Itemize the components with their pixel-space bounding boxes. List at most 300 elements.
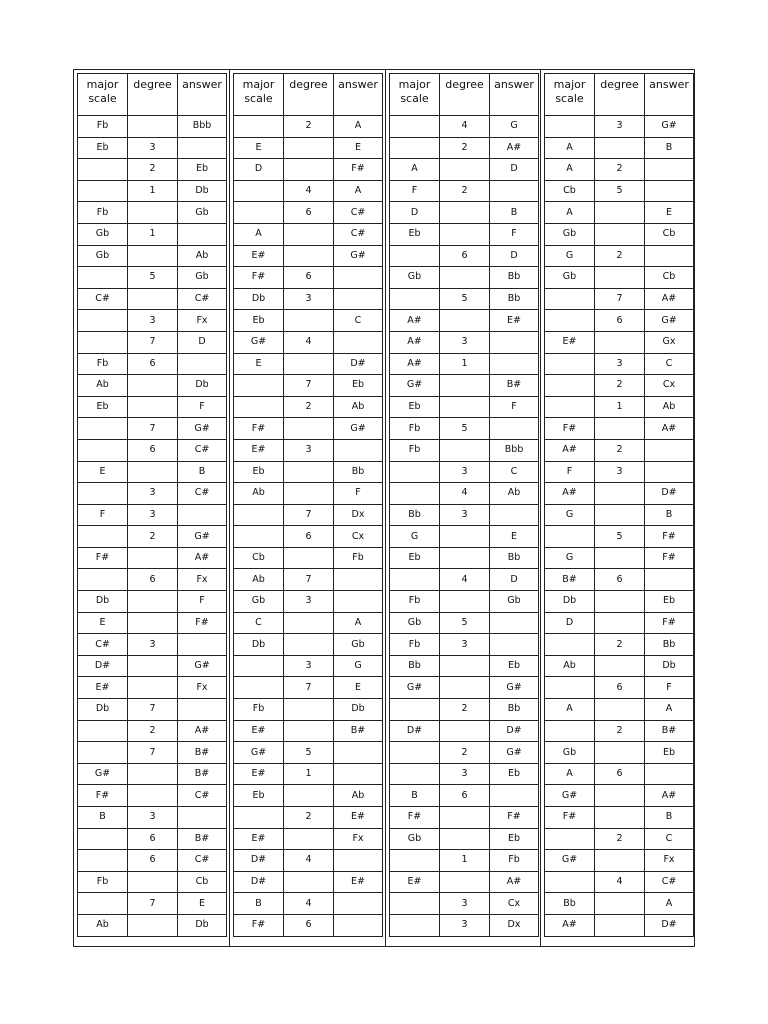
degree-cell: 3 xyxy=(595,353,645,375)
answer-cell: B xyxy=(645,137,694,159)
table-row xyxy=(78,699,227,721)
major-scale-cell xyxy=(545,828,595,850)
degree-cell xyxy=(284,634,334,656)
scale-degree-table-1 xyxy=(77,73,227,937)
major-scale-cell: A# xyxy=(545,439,595,461)
degree-cell: 7 xyxy=(284,375,334,397)
table-row xyxy=(545,785,694,807)
degree-cell: 2 xyxy=(440,137,490,159)
degree-cell xyxy=(128,245,178,267)
answer-cell: C xyxy=(334,310,383,332)
major-scale-cell: Bb xyxy=(545,893,595,915)
major-scale-cell: F xyxy=(390,180,440,202)
answer-cell: Ab xyxy=(645,396,694,418)
answer-cell: B xyxy=(178,461,227,483)
answer-cell: A# xyxy=(490,137,539,159)
answer-cell xyxy=(334,267,383,289)
table-row xyxy=(234,116,383,138)
answer-cell: C# xyxy=(334,223,383,245)
degree-cell xyxy=(595,547,645,569)
degree-cell: 4 xyxy=(440,569,490,591)
degree-cell xyxy=(595,483,645,505)
answer-cell xyxy=(645,245,694,267)
table-row xyxy=(545,331,694,353)
major-scale-cell xyxy=(78,893,128,915)
answer-cell: G# xyxy=(645,310,694,332)
answer-cell xyxy=(645,439,694,461)
degree-cell xyxy=(595,591,645,613)
major-scale-cell xyxy=(545,375,595,397)
major-scale-cell: Ab xyxy=(78,914,128,936)
table-row xyxy=(234,504,383,526)
answer-cell: Eb xyxy=(334,375,383,397)
degree-cell: 3 xyxy=(284,288,334,310)
table-row xyxy=(390,310,539,332)
answer-cell xyxy=(334,288,383,310)
answer-cell: Eb xyxy=(490,655,539,677)
degree-cell xyxy=(284,871,334,893)
answer-cell: F xyxy=(178,591,227,613)
answer-cell: B xyxy=(645,807,694,829)
degree-cell: 2 xyxy=(440,699,490,721)
major-scale-cell: Gb xyxy=(545,267,595,289)
major-scale-cell: G# xyxy=(234,742,284,764)
table-row xyxy=(545,763,694,785)
major-scale-cell: E# xyxy=(78,677,128,699)
major-scale-cell: A# xyxy=(390,331,440,353)
degree-cell xyxy=(595,655,645,677)
major-scale-cell: C# xyxy=(78,634,128,656)
table-row xyxy=(545,159,694,181)
header-row xyxy=(390,74,539,116)
table-row xyxy=(545,353,694,375)
answer-cell: A xyxy=(334,116,383,138)
major-scale-cell: Eb xyxy=(390,223,440,245)
major-scale-cell xyxy=(234,375,284,397)
table-row xyxy=(234,634,383,656)
degree-cell: 3 xyxy=(284,655,334,677)
answer-cell: C# xyxy=(178,850,227,872)
table-row xyxy=(78,763,227,785)
answer-cell xyxy=(334,914,383,936)
table-row xyxy=(234,914,383,936)
major-scale-cell: Db xyxy=(78,591,128,613)
major-scale-cell: Eb xyxy=(234,785,284,807)
table-row xyxy=(390,655,539,677)
table-row xyxy=(78,569,227,591)
column-header-answer: answer xyxy=(490,74,539,116)
major-scale-cell xyxy=(545,116,595,138)
table-row xyxy=(390,871,539,893)
answer-cell xyxy=(490,180,539,202)
major-scale-cell: B# xyxy=(545,569,595,591)
answer-cell: Eb xyxy=(490,763,539,785)
answer-cell: Cx xyxy=(645,375,694,397)
answer-cell: G# xyxy=(490,677,539,699)
degree-cell xyxy=(128,763,178,785)
major-scale-cell xyxy=(234,396,284,418)
answer-cell: C xyxy=(645,353,694,375)
answer-cell xyxy=(490,418,539,440)
answer-cell: B xyxy=(645,504,694,526)
major-scale-cell: E xyxy=(234,137,284,159)
major-scale-cell xyxy=(78,439,128,461)
degree-cell xyxy=(284,353,334,375)
answer-cell: F xyxy=(645,677,694,699)
major-scale-cell: F xyxy=(545,461,595,483)
major-scale-cell: Db xyxy=(234,288,284,310)
degree-cell: 6 xyxy=(284,202,334,224)
major-scale-cell xyxy=(390,116,440,138)
degree-cell: 5 xyxy=(595,526,645,548)
degree-cell: 3 xyxy=(440,331,490,353)
answer-cell xyxy=(334,742,383,764)
answer-cell: B# xyxy=(178,828,227,850)
scale-degree-table-3 xyxy=(389,73,539,937)
table-row xyxy=(234,159,383,181)
answer-cell xyxy=(178,807,227,829)
answer-cell: Eb xyxy=(490,828,539,850)
answer-cell: Fx xyxy=(645,850,694,872)
column-header-major-scale: major scale xyxy=(234,74,284,116)
degree-cell: 6 xyxy=(128,439,178,461)
major-scale-cell: E xyxy=(78,461,128,483)
major-scale-cell: F# xyxy=(78,785,128,807)
degree-cell: 3 xyxy=(128,310,178,332)
column-header-major-scale: major scale xyxy=(78,74,128,116)
major-scale-cell xyxy=(390,914,440,936)
answer-cell: B# xyxy=(178,742,227,764)
answer-cell: F# xyxy=(490,807,539,829)
answer-cell: C# xyxy=(178,483,227,505)
degree-cell: 1 xyxy=(284,763,334,785)
table-row xyxy=(234,742,383,764)
answer-cell: A# xyxy=(178,547,227,569)
answer-cell: Fx xyxy=(178,677,227,699)
answer-cell: Bb xyxy=(490,547,539,569)
answer-cell xyxy=(178,634,227,656)
answer-cell: Db xyxy=(178,914,227,936)
answer-cell xyxy=(178,137,227,159)
table-row xyxy=(78,288,227,310)
degree-cell xyxy=(440,159,490,181)
degree-cell: 6 xyxy=(595,310,645,332)
table-row xyxy=(78,461,227,483)
table-row xyxy=(545,418,694,440)
table-row xyxy=(545,914,694,936)
answer-cell xyxy=(490,353,539,375)
answer-cell xyxy=(334,331,383,353)
degree-cell: 4 xyxy=(284,893,334,915)
answer-cell xyxy=(334,850,383,872)
major-scale-cell: Gb xyxy=(545,223,595,245)
answer-cell: C# xyxy=(334,202,383,224)
major-scale-cell: Eb xyxy=(78,137,128,159)
table-row xyxy=(78,483,227,505)
major-scale-cell: G xyxy=(545,245,595,267)
answer-cell: C xyxy=(490,461,539,483)
table-row xyxy=(390,828,539,850)
degree-cell xyxy=(595,807,645,829)
answer-cell: A xyxy=(645,699,694,721)
table-row xyxy=(545,267,694,289)
answer-cell: Ab xyxy=(334,396,383,418)
answer-cell: E# xyxy=(334,871,383,893)
major-scale-cell: A# xyxy=(545,483,595,505)
degree-cell: 2 xyxy=(284,807,334,829)
table-row xyxy=(234,267,383,289)
table-row xyxy=(545,699,694,721)
degree-cell xyxy=(595,137,645,159)
major-scale-cell: Gb xyxy=(78,245,128,267)
major-scale-cell: A xyxy=(545,137,595,159)
degree-cell: 2 xyxy=(284,396,334,418)
table-row xyxy=(234,763,383,785)
answer-cell xyxy=(645,159,694,181)
answer-cell: Gb xyxy=(178,267,227,289)
answer-cell: Ab xyxy=(178,245,227,267)
degree-cell: 4 xyxy=(284,850,334,872)
degree-cell: 3 xyxy=(595,461,645,483)
major-scale-cell: Cb xyxy=(545,180,595,202)
table-row xyxy=(545,288,694,310)
degree-cell: 6 xyxy=(128,353,178,375)
table-row xyxy=(234,807,383,829)
major-scale-cell xyxy=(545,353,595,375)
major-scale-cell xyxy=(390,137,440,159)
major-scale-cell xyxy=(78,267,128,289)
table-row xyxy=(390,720,539,742)
answer-cell: Fx xyxy=(334,828,383,850)
major-scale-cell xyxy=(545,720,595,742)
degree-cell xyxy=(128,785,178,807)
degree-cell xyxy=(284,137,334,159)
degree-cell: 4 xyxy=(284,331,334,353)
degree-cell xyxy=(595,785,645,807)
table-panel-2 xyxy=(230,70,386,946)
answer-cell: A# xyxy=(178,720,227,742)
table-row xyxy=(78,223,227,245)
major-scale-cell xyxy=(234,116,284,138)
degree-cell: 7 xyxy=(284,677,334,699)
answer-cell xyxy=(178,223,227,245)
major-scale-cell xyxy=(390,699,440,721)
answer-cell: D# xyxy=(645,483,694,505)
table-row xyxy=(545,591,694,613)
major-scale-cell xyxy=(390,461,440,483)
major-scale-cell: E# xyxy=(234,245,284,267)
table-row xyxy=(78,202,227,224)
major-scale-cell xyxy=(545,634,595,656)
major-scale-cell xyxy=(78,742,128,764)
table-row xyxy=(234,612,383,634)
answer-cell: C# xyxy=(178,288,227,310)
degree-cell: 4 xyxy=(440,483,490,505)
major-scale-cell xyxy=(78,483,128,505)
degree-cell xyxy=(440,223,490,245)
answer-cell xyxy=(334,893,383,915)
degree-cell xyxy=(440,375,490,397)
degree-cell: 7 xyxy=(595,288,645,310)
degree-cell: 7 xyxy=(128,699,178,721)
answer-cell: E xyxy=(645,202,694,224)
degree-cell: 7 xyxy=(128,331,178,353)
degree-cell: 2 xyxy=(440,180,490,202)
major-scale-cell: E# xyxy=(234,439,284,461)
table-row xyxy=(390,439,539,461)
degree-cell: 1 xyxy=(595,396,645,418)
major-scale-cell: G xyxy=(545,504,595,526)
answer-cell xyxy=(645,461,694,483)
column-header-major-scale: major scale xyxy=(390,74,440,116)
degree-cell: 7 xyxy=(128,742,178,764)
major-scale-cell: F# xyxy=(545,418,595,440)
degree-cell: 2 xyxy=(440,742,490,764)
answer-cell: E# xyxy=(490,310,539,332)
table-row xyxy=(234,223,383,245)
major-scale-cell: Gb xyxy=(390,267,440,289)
degree-cell: 3 xyxy=(595,116,645,138)
answer-cell: Bb xyxy=(490,699,539,721)
table-row xyxy=(545,742,694,764)
table-row xyxy=(78,720,227,742)
table-row xyxy=(390,699,539,721)
answer-cell: Cb xyxy=(178,871,227,893)
table-row xyxy=(234,655,383,677)
answer-cell: E xyxy=(334,137,383,159)
table-row xyxy=(78,504,227,526)
table-row xyxy=(78,547,227,569)
answer-cell: C# xyxy=(645,871,694,893)
answer-cell: D xyxy=(490,245,539,267)
table-row xyxy=(390,116,539,138)
major-scale-cell xyxy=(390,245,440,267)
degree-cell: 3 xyxy=(284,439,334,461)
major-scale-cell xyxy=(78,569,128,591)
column-header-degree: degree xyxy=(595,74,645,116)
degree-cell: 2 xyxy=(595,634,645,656)
table-row xyxy=(234,720,383,742)
table-row xyxy=(234,202,383,224)
answer-cell: Bb xyxy=(334,461,383,483)
major-scale-cell: Gb xyxy=(545,742,595,764)
answer-cell: D xyxy=(178,331,227,353)
table-row xyxy=(390,547,539,569)
answer-cell: D# xyxy=(334,353,383,375)
answer-cell: Fx xyxy=(178,310,227,332)
major-scale-cell xyxy=(545,396,595,418)
table-row xyxy=(234,871,383,893)
answer-cell xyxy=(490,504,539,526)
answer-cell: G# xyxy=(334,418,383,440)
degree-cell: 7 xyxy=(284,569,334,591)
major-scale-cell: G xyxy=(390,526,440,548)
major-scale-cell xyxy=(78,180,128,202)
major-scale-cell: C# xyxy=(78,288,128,310)
major-scale-cell: Bb xyxy=(390,504,440,526)
answer-cell: Bb xyxy=(490,267,539,289)
answer-cell: Fb xyxy=(334,547,383,569)
column-header-answer: answer xyxy=(645,74,694,116)
degree-cell xyxy=(440,677,490,699)
major-scale-cell: E# xyxy=(234,720,284,742)
major-scale-cell: Fb xyxy=(78,116,128,138)
answer-cell: F xyxy=(334,483,383,505)
major-scale-cell xyxy=(78,310,128,332)
degree-cell xyxy=(595,612,645,634)
answer-cell: C# xyxy=(178,785,227,807)
major-scale-cell xyxy=(78,159,128,181)
answer-cell: A xyxy=(334,180,383,202)
header-row xyxy=(78,74,227,116)
table-row xyxy=(390,634,539,656)
answer-cell: B# xyxy=(334,720,383,742)
degree-cell: 3 xyxy=(440,914,490,936)
major-scale-cell: A xyxy=(545,699,595,721)
answer-cell: Bb xyxy=(490,288,539,310)
degree-cell: 3 xyxy=(128,137,178,159)
answer-cell: G# xyxy=(490,742,539,764)
table-row xyxy=(545,116,694,138)
degree-cell: 3 xyxy=(128,634,178,656)
major-scale-cell: E# xyxy=(234,828,284,850)
table-row xyxy=(78,612,227,634)
column-header-degree: degree xyxy=(440,74,490,116)
degree-cell: 1 xyxy=(440,353,490,375)
answer-cell: D xyxy=(490,159,539,181)
answer-cell xyxy=(178,353,227,375)
answer-cell: D# xyxy=(645,914,694,936)
major-scale-cell: Eb xyxy=(78,396,128,418)
major-scale-cell xyxy=(390,569,440,591)
table-row xyxy=(234,288,383,310)
degree-cell: 2 xyxy=(595,439,645,461)
answer-cell: C# xyxy=(178,439,227,461)
major-scale-cell: A xyxy=(545,202,595,224)
degree-cell xyxy=(128,202,178,224)
answer-cell: E xyxy=(178,893,227,915)
table-row xyxy=(545,807,694,829)
table-row xyxy=(545,180,694,202)
major-scale-cell xyxy=(234,677,284,699)
answer-cell xyxy=(490,785,539,807)
major-scale-cell xyxy=(545,871,595,893)
degree-cell xyxy=(440,396,490,418)
table-row xyxy=(390,677,539,699)
table-row xyxy=(545,223,694,245)
table-row xyxy=(234,677,383,699)
major-scale-cell: C xyxy=(234,612,284,634)
degree-cell: 3 xyxy=(440,893,490,915)
major-scale-cell xyxy=(78,418,128,440)
answer-cell: Cx xyxy=(334,526,383,548)
degree-cell xyxy=(128,547,178,569)
degree-cell: 3 xyxy=(440,504,490,526)
answer-cell xyxy=(334,439,383,461)
degree-cell: 2 xyxy=(284,116,334,138)
major-scale-cell: Db xyxy=(545,591,595,613)
major-scale-cell xyxy=(78,526,128,548)
table-row xyxy=(545,547,694,569)
table-row xyxy=(390,763,539,785)
degree-cell xyxy=(440,807,490,829)
table-row xyxy=(234,828,383,850)
column-header-major-scale: major scale xyxy=(545,74,595,116)
major-scale-cell: F# xyxy=(545,807,595,829)
answer-cell: Cb xyxy=(645,267,694,289)
major-scale-cell: D# xyxy=(78,655,128,677)
major-scale-cell: Fb xyxy=(78,202,128,224)
